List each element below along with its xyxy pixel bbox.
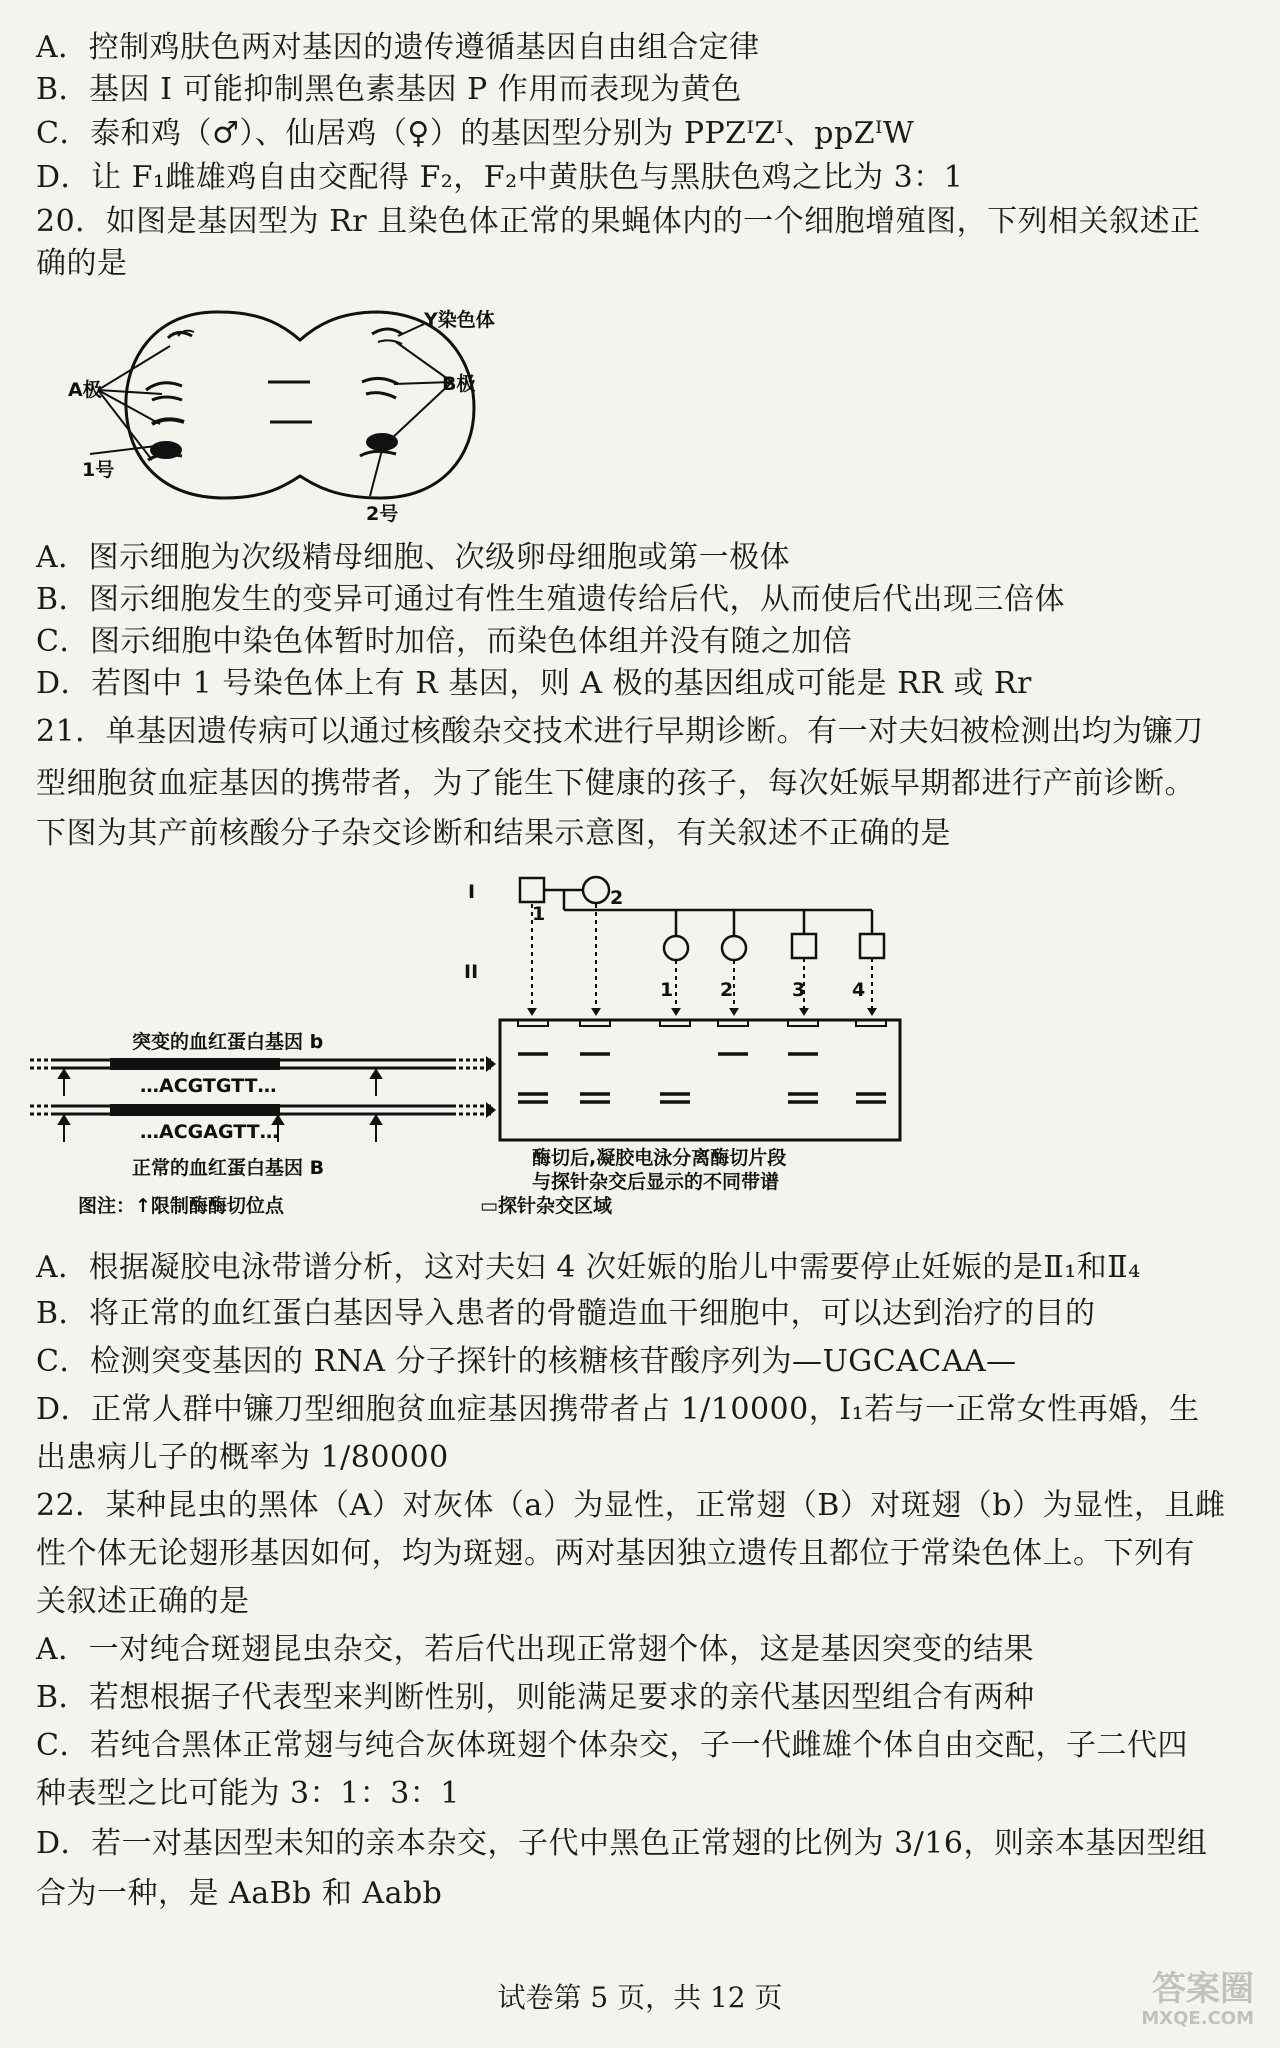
parent-num-1: 1 (532, 903, 546, 925)
watermark-line1: 答案圈 (1152, 1969, 1254, 2009)
gel-caption-2: 与探针杂交后显示的不同带谱 (532, 1171, 780, 1193)
q22-option-b: B．若想根据子代表型来判断性别，则能满足要求的亲代基因型组合有两种 (36, 1680, 1035, 1715)
q20-stem-line1: 20．如图是基因型为 Rr 且染色体正常的果蝇体内的一个细胞增殖图，下列相关叙述正 (36, 204, 1201, 239)
q21-option-a: A．根据凝胶电泳带谱分析，这对夫妇 4 次妊娠的胎儿中需要停止妊娠的是Ⅱ₁和Ⅱ₄ (36, 1250, 1141, 1285)
child-num-1: 1 (660, 979, 674, 1001)
child-num-3: 3 (792, 979, 806, 1001)
q21-option-c: C．检测突变基因的 RNA 分子探针的核糖核苷酸序列为—UGCACAA— (36, 1344, 1017, 1379)
q21-stem-line2: 型细胞贫血症基因的携带者，为了能生下健康的孩子，每次妊娠早期都进行产前诊断。 (36, 766, 1195, 801)
normal-sequence: …ACGAGTT… (140, 1121, 279, 1143)
child-num-4: 4 (852, 979, 866, 1001)
q21-option-d-line1: D．正常人群中镰刀型细胞贫血症基因携带者占 1/10000，Ⅰ₁若与一正常女性再婚，生 (36, 1392, 1200, 1427)
mutant-sequence: …ACGTGTT… (140, 1075, 277, 1097)
page-footer: 试卷第 5 页，共 12 页 (497, 1981, 783, 2014)
q22-stem-line2: 性个体无论翅形基因如何，均为斑翅。两对基因独立遗传且都位于常染色体上。下列有 (36, 1536, 1195, 1571)
q22-option-d-line1: D．若一对基因型未知的亲本杂交，子代中黑色正常翅的比例为 3/16，则亲本基因型组 (36, 1826, 1208, 1861)
note-cut-site: 图注：↑限制酶酶切位点 (78, 1195, 284, 1217)
q22-option-d-line2: 合为一种，是 AaBb 和 Aabb (36, 1876, 443, 1911)
fig-label-2: 2号 (366, 503, 399, 525)
parent-num-2: 2 (610, 887, 624, 909)
gen-label-ii: II (464, 961, 479, 983)
q20-option-d: D．若图中 1 号染色体上有 R 基因，则 A 极的基因组成可能是 RR 或 Rr (36, 666, 1032, 701)
q20-option-b: B．图示细胞发生的变异可通过有性生殖遗传给后代，从而使后代出现三倍体 (36, 582, 1066, 617)
q21-option-b: B．将正常的血红蛋白基因导入患者的骨髓造血干细胞中，可以达到治疗的目的 (36, 1296, 1096, 1331)
q21-pedigree-figure (24, 870, 904, 1230)
q19-option-b: B．基因 I 可能抑制黑色素基因 P 作用而表现为黄色 (36, 72, 742, 107)
q20-stem-line2: 确的是 (36, 246, 128, 281)
q20-option-a: A．图示细胞为次级精母细胞、次级卵母细胞或第一极体 (36, 540, 791, 575)
watermark-line2: MXQE.COM (1141, 2008, 1254, 2029)
note-probe-region: ▭探针杂交区域 (480, 1195, 612, 1217)
child-num-2: 2 (720, 979, 734, 1001)
q22-option-c-line2: 种表型之比可能为 3：1：3：1 (36, 1776, 460, 1811)
gen-label-i: I (468, 881, 476, 903)
q22-stem-line1: 22．某种昆虫的黑体（A）对灰体（a）为显性，正常翅（B）对斑翅（b）为显性，且雌 (36, 1488, 1226, 1523)
q20-option-c: C．图示细胞中染色体暂时加倍，而染色体组并没有随之加倍 (36, 624, 853, 659)
q19-option-a: A．控制鸡肤色两对基因的遗传遵循基因自由组合定律 (36, 30, 760, 65)
fig-label-a-pole: A极 (68, 379, 102, 401)
q19-option-c: C．泰和鸡（♂）、仙居鸡（♀）的基因型分别为 PPZᴵZᴵ、ppZᴵW (36, 116, 915, 151)
fig-label-b-pole: B极 (442, 373, 476, 395)
mutant-gene-label: 突变的血红蛋白基因 b (132, 1031, 324, 1053)
q19-option-d: D．让 F₁雌雄鸡自由交配得 F₂，F₂中黄肤色与黑肤色鸡之比为 3：1 (36, 160, 964, 195)
fig-label-1: 1号 (82, 459, 115, 481)
normal-gene-label: 正常的血红蛋白基因 B (132, 1157, 325, 1179)
q21-option-d-line2: 出患病儿子的概率为 1/80000 (36, 1440, 449, 1475)
fig-label-y-chromosome: Y染色体 (424, 309, 495, 331)
q22-option-a: A．一对纯合斑翅昆虫杂交，若后代出现正常翅个体，这是基因突变的结果 (36, 1632, 1035, 1667)
gel-caption-1: 酶切后,凝胶电泳分离酶切片段 (532, 1147, 787, 1169)
q20-cell-figure (60, 290, 540, 530)
site-watermark (1094, 1970, 1254, 2034)
q21-stem-line1: 21．单基因遗传病可以通过核酸杂交技术进行早期诊断。有一对夫妇被检测出均为镰刀 (36, 714, 1204, 749)
q21-stem-line3: 下图为其产前核酸分子杂交诊断和结果示意图，有关叙述不正确的是 (36, 816, 951, 851)
q22-option-c-line1: C．若纯合黑体正常翅与纯合灰体斑翅个体杂交，子一代雌雄个体自由交配，子二代四 (36, 1728, 1188, 1763)
q22-stem-line3: 关叙述正确的是 (36, 1584, 250, 1619)
